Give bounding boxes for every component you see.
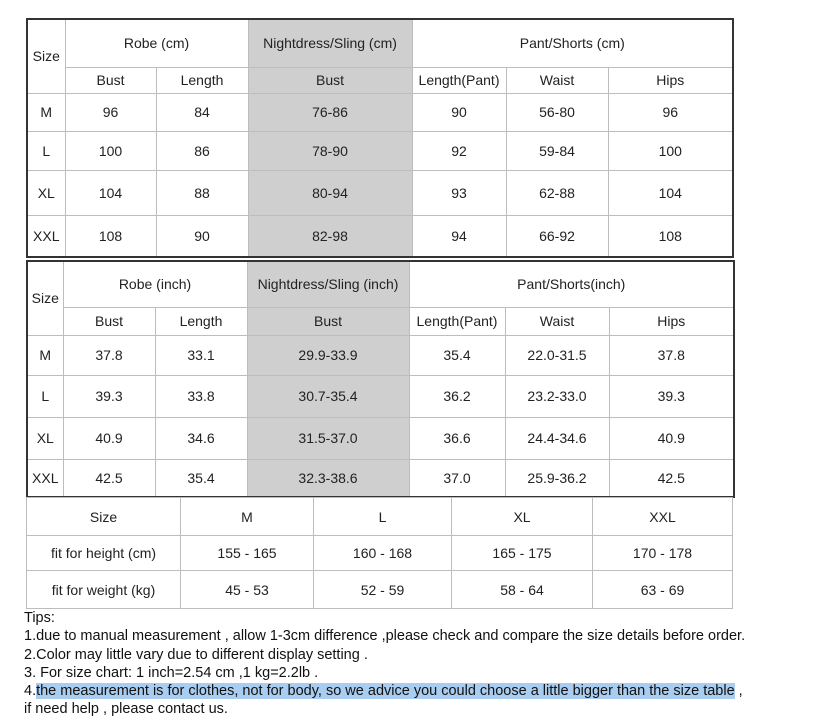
size-cell: L (27, 131, 65, 170)
subheader: Bust (63, 307, 155, 335)
table-row (27, 375, 734, 417)
value-cell: 94 (412, 215, 506, 257)
value-cell: 36.2 (409, 375, 505, 417)
value-cell: 80-94 (248, 170, 412, 215)
fit-table (26, 497, 733, 609)
value-cell: 39.3 (609, 375, 734, 417)
tip-line: 2.Color may little vary due to different display setting . (24, 646, 368, 663)
value-cell: 31.5-37.0 (247, 417, 409, 459)
value-cell: 40.9 (609, 417, 734, 459)
pants-header: Pant/Shorts (cm) (412, 19, 733, 67)
fit-header-cell: M (181, 498, 314, 536)
fit-header-cell: XL (452, 498, 593, 536)
tips-section (24, 609, 745, 719)
value-cell: 66-92 (506, 215, 608, 257)
value-cell: 37.8 (63, 335, 155, 375)
nightdress-header: Nightdress/Sling (inch) (247, 261, 409, 307)
fit-header-cell: XXL (593, 498, 733, 536)
value-cell: 96 (65, 93, 156, 131)
value-cell: 170 - 178 (593, 536, 733, 571)
subheader: Waist (506, 67, 608, 93)
value-cell: 22.0-31.5 (505, 335, 609, 375)
value-cell: 34.6 (155, 417, 247, 459)
value-cell: 37.0 (409, 459, 505, 497)
value-cell: 59-84 (506, 131, 608, 170)
value-cell: 90 (156, 215, 248, 257)
value-cell: 104 (608, 170, 733, 215)
value-cell: 39.3 (63, 375, 155, 417)
table-row (27, 571, 733, 609)
value-cell: 108 (608, 215, 733, 257)
value-cell: 108 (65, 215, 156, 257)
value-cell: 37.8 (609, 335, 734, 375)
table-row (27, 459, 734, 497)
value-cell: 63 - 69 (593, 571, 733, 609)
fit-header-cell: Size (27, 498, 181, 536)
value-cell: 35.4 (409, 335, 505, 375)
value-cell: 33.8 (155, 375, 247, 417)
value-cell: 86 (156, 131, 248, 170)
value-cell: 76-86 (248, 93, 412, 131)
robe-header: Robe (inch) (63, 261, 247, 307)
subheader: Length (155, 307, 247, 335)
value-cell: 92 (412, 131, 506, 170)
tip-line: 3. For size chart: 1 inch=2.54 cm ,1 kg=2.2lb . (24, 664, 319, 681)
size-cell: XL (27, 170, 65, 215)
value-cell: 58 - 64 (452, 571, 593, 609)
tip-line: 1.due to manual measurement , allow 1-3cm difference ,please check and compare the size details before order. (24, 628, 746, 645)
value-cell: 29.9-33.9 (247, 335, 409, 375)
value-cell: 78-90 (248, 131, 412, 170)
table-row (27, 131, 733, 170)
value-cell: 104 (65, 170, 156, 215)
tip-number: 4. (24, 683, 37, 700)
subheader: Bust (248, 67, 412, 93)
size-header: Size (27, 19, 65, 93)
table-row (27, 170, 733, 215)
value-cell: 23.2-33.0 (505, 375, 609, 417)
value-cell: 90 (412, 93, 506, 131)
value-cell: 160 - 168 (314, 536, 452, 571)
robe-header: Robe (cm) (65, 19, 248, 67)
nightdress-header: Nightdress/Sling (cm) (248, 19, 412, 67)
value-cell: 25.9-36.2 (505, 459, 609, 497)
value-cell: 30.7-35.4 (247, 375, 409, 417)
subheader: Length (156, 67, 248, 93)
value-cell: 35.4 (155, 459, 247, 497)
value-cell: 33.1 (155, 335, 247, 375)
size-header: Size (27, 261, 63, 335)
subheader: Length(Pant) (409, 307, 505, 335)
value-cell: 56-80 (506, 93, 608, 131)
tips-title: Tips: (24, 610, 55, 626)
subheader: Waist (505, 307, 609, 335)
row-label: fit for height (cm) (27, 536, 181, 571)
value-cell: 165 - 175 (452, 536, 593, 571)
row-label: fit for weight (kg) (27, 571, 181, 609)
subheader: Bust (65, 67, 156, 93)
size-cell: XL (27, 417, 63, 459)
value-cell: 155 - 165 (181, 536, 314, 571)
inch-size-table (26, 260, 735, 498)
value-cell: 36.6 (409, 417, 505, 459)
tip-suffix: , (734, 683, 743, 700)
value-cell: 93 (412, 170, 506, 215)
value-cell: 88 (156, 170, 248, 215)
value-cell: 45 - 53 (181, 571, 314, 609)
tip-line: if need help , please contact us. (24, 701, 228, 718)
value-cell: 42.5 (63, 459, 155, 497)
subheader: Hips (609, 307, 734, 335)
tip-line (24, 682, 745, 700)
value-cell: 100 (608, 131, 733, 170)
size-cell: M (27, 93, 65, 131)
table-row (27, 536, 733, 571)
size-cell: XXL (27, 215, 65, 257)
table-row (27, 335, 734, 375)
value-cell: 40.9 (63, 417, 155, 459)
subheader: Bust (247, 307, 409, 335)
table-row (27, 93, 733, 131)
value-cell: 96 (608, 93, 733, 131)
value-cell: 42.5 (609, 459, 734, 497)
value-cell: 24.4-34.6 (505, 417, 609, 459)
highlighted-tip: the measurement is for clothes, not for body, so we advice you could choose a little bigger than the size table (36, 683, 735, 700)
size-cell: XXL (27, 459, 63, 497)
subheader: Hips (608, 67, 733, 93)
pants-header: Pant/Shorts(inch) (409, 261, 734, 307)
cm-size-table (26, 18, 734, 258)
size-cell: L (27, 375, 63, 417)
size-cell: M (27, 335, 63, 375)
subheader: Length(Pant) (412, 67, 506, 93)
table-row (27, 215, 733, 257)
table-row (27, 417, 734, 459)
value-cell: 62-88 (506, 170, 608, 215)
value-cell: 52 - 59 (314, 571, 452, 609)
value-cell: 32.3-38.6 (247, 459, 409, 497)
value-cell: 82-98 (248, 215, 412, 257)
value-cell: 100 (65, 131, 156, 170)
fit-header-cell: L (314, 498, 452, 536)
value-cell: 84 (156, 93, 248, 131)
table-row (27, 498, 733, 536)
